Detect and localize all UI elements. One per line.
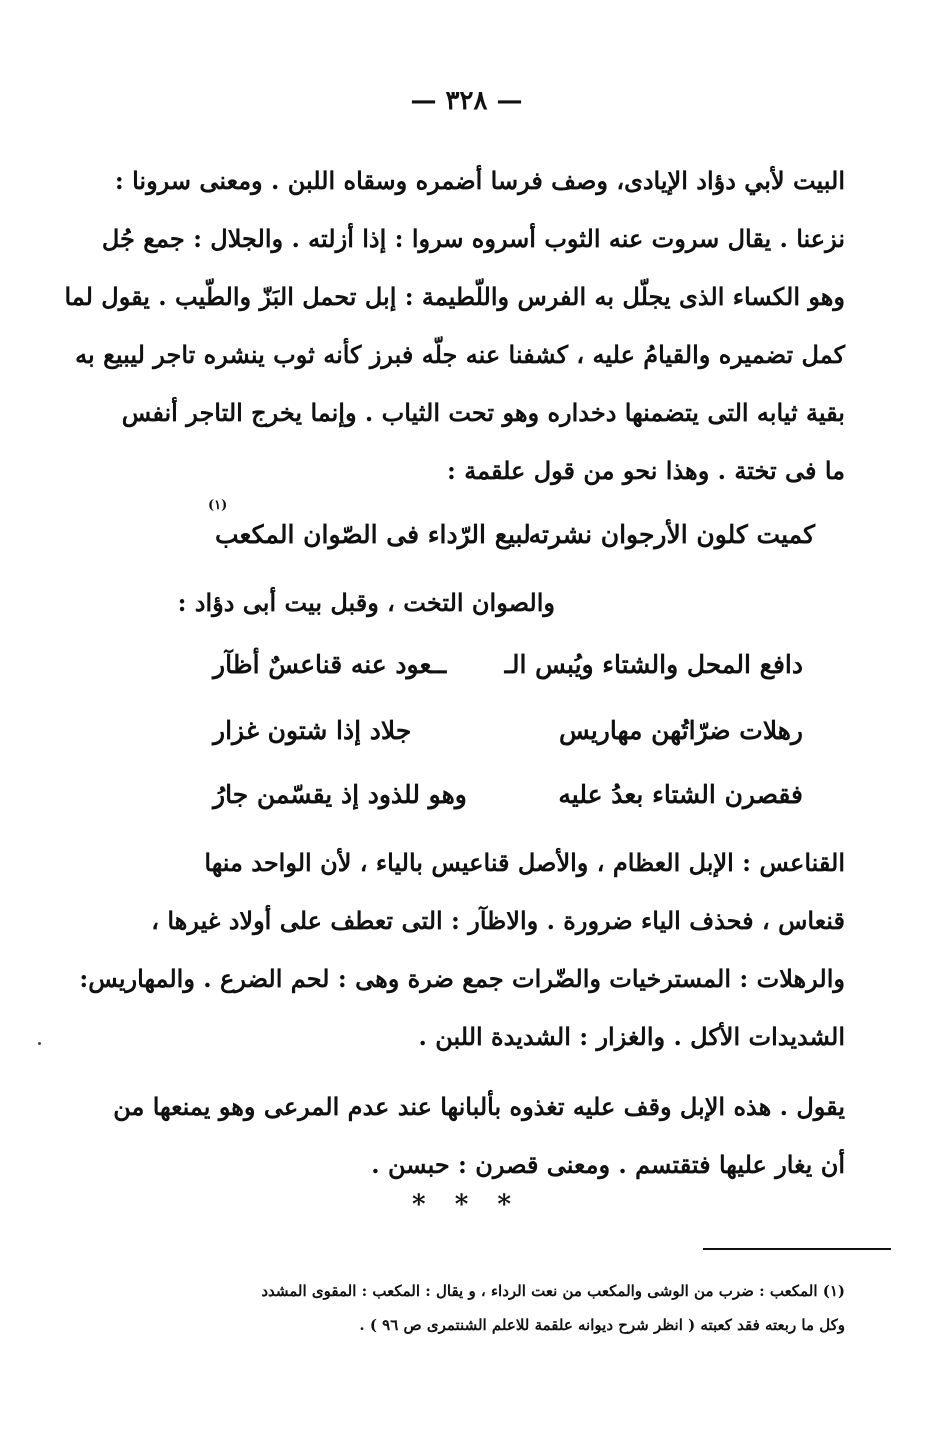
verse-alqama	[215, 520, 815, 560]
commentary-paragraph-1	[64, 152, 845, 500]
verse-second-hemistich: ــعود عنه قناعسٌ أظآر	[213, 650, 447, 679]
verse-first-hemistich: رهلات ضرّاتُهن مهاريس	[558, 716, 803, 745]
verse-second-hemistich: وهو للذود إذ يقسّمن جارُ	[213, 780, 467, 809]
footnote-rule	[703, 1248, 891, 1250]
verse-first-hemistich: فقصرن الشتاء بعدُ عليه	[558, 780, 803, 809]
verse-first-hemistich: كميت كلون الأرجوان نشرته	[528, 520, 815, 549]
text-line: قنعاس ، فحذف الياء ضرورة . والاظآر : التى تعطف على أولاد غيرها ،	[151, 906, 845, 935]
text-line: القناعس : الإبل العظام ، والأصل قناعيس بالياء ، لأن الواحد منها	[204, 848, 845, 877]
text-line: كمل تضميره والقيامُ عليه ، كشفنا عنه جلّه فبرز كأنه ثوب ينشره تاجر ليبيع به	[75, 340, 845, 369]
footnote-marker: (١)	[208, 498, 228, 513]
poem-line-1	[213, 650, 803, 690]
section-separator: * * *	[412, 1190, 521, 1220]
verse-first-hemistich: دافع المحل والشتاء ويُبس الـ	[504, 650, 803, 679]
verse-second-hemistich: جلاد إذا شتون غزار	[213, 716, 412, 745]
text-line: أن يغار عليها فتقتسم . ومعنى قصرن : حبسن .	[371, 1150, 845, 1179]
text-line: يقول . هذه الإبل وقف عليه تغذوه بألبانها عند عدم المرعى وهو يمنعها من	[113, 1092, 845, 1121]
text-line: البيت لأبي دؤاد الإيادى، وصف فرسا أضمره وسقاه اللبن . ومعنى سرونا :	[114, 166, 845, 195]
text-line: ما فى تختة . وهذا نحو من قول علقمة :	[446, 456, 845, 485]
text-line: والرهلات : المسترخيات والضّرات جمع ضرة وهى : لحم الضرع . والمهاريس:	[79, 964, 845, 993]
text-line: الشديدات الأكل . والغزار : الشديدة اللبن .	[418, 1022, 845, 1051]
text-line: والصوان التخت ، وقبل بيت أبى دؤاد :	[177, 588, 555, 617]
text-line: بقية ثيابه التى يتضمنها دخداره وهو تحت الثياب . وإنما يخرج التاجر أنفس	[121, 398, 845, 427]
footnote-line: (١) المكعب : ضرب من الوشى والمكعب من نعت الرداء ، و يقال : المكعب : المقوى المشدد	[261, 1282, 845, 1300]
text-line: نزعنا . يقال سروت عنه الثوب أسروه سروا : إذا أزلته . والجلال : جمع جُل	[101, 224, 845, 253]
poem-line-2	[213, 716, 803, 756]
commentary-paragraph-2	[145, 574, 845, 632]
verse-second-hemistich: لبيع الرّداء فى الصّوان المكعب	[215, 520, 531, 549]
footnote-line: وكل ما ربعته فقد كعبته ( انظر شرح ديوانه علقمة للاعلم الشنتمرى ص ٩٦ ) .	[359, 1316, 845, 1334]
commentary-paragraph-3	[79, 834, 845, 1066]
footnote	[105, 1274, 845, 1342]
text-line: وهو الكساء الذى يجلّل به الفرس واللّطيمة : إبل تحمل البَزّ والطّيب . يقول لما	[64, 282, 845, 311]
scan-speck	[38, 1042, 41, 1045]
poem-line-3	[213, 780, 803, 820]
commentary-paragraph-4	[113, 1078, 845, 1194]
page-number: — ٣٢٨ —	[410, 86, 523, 116]
